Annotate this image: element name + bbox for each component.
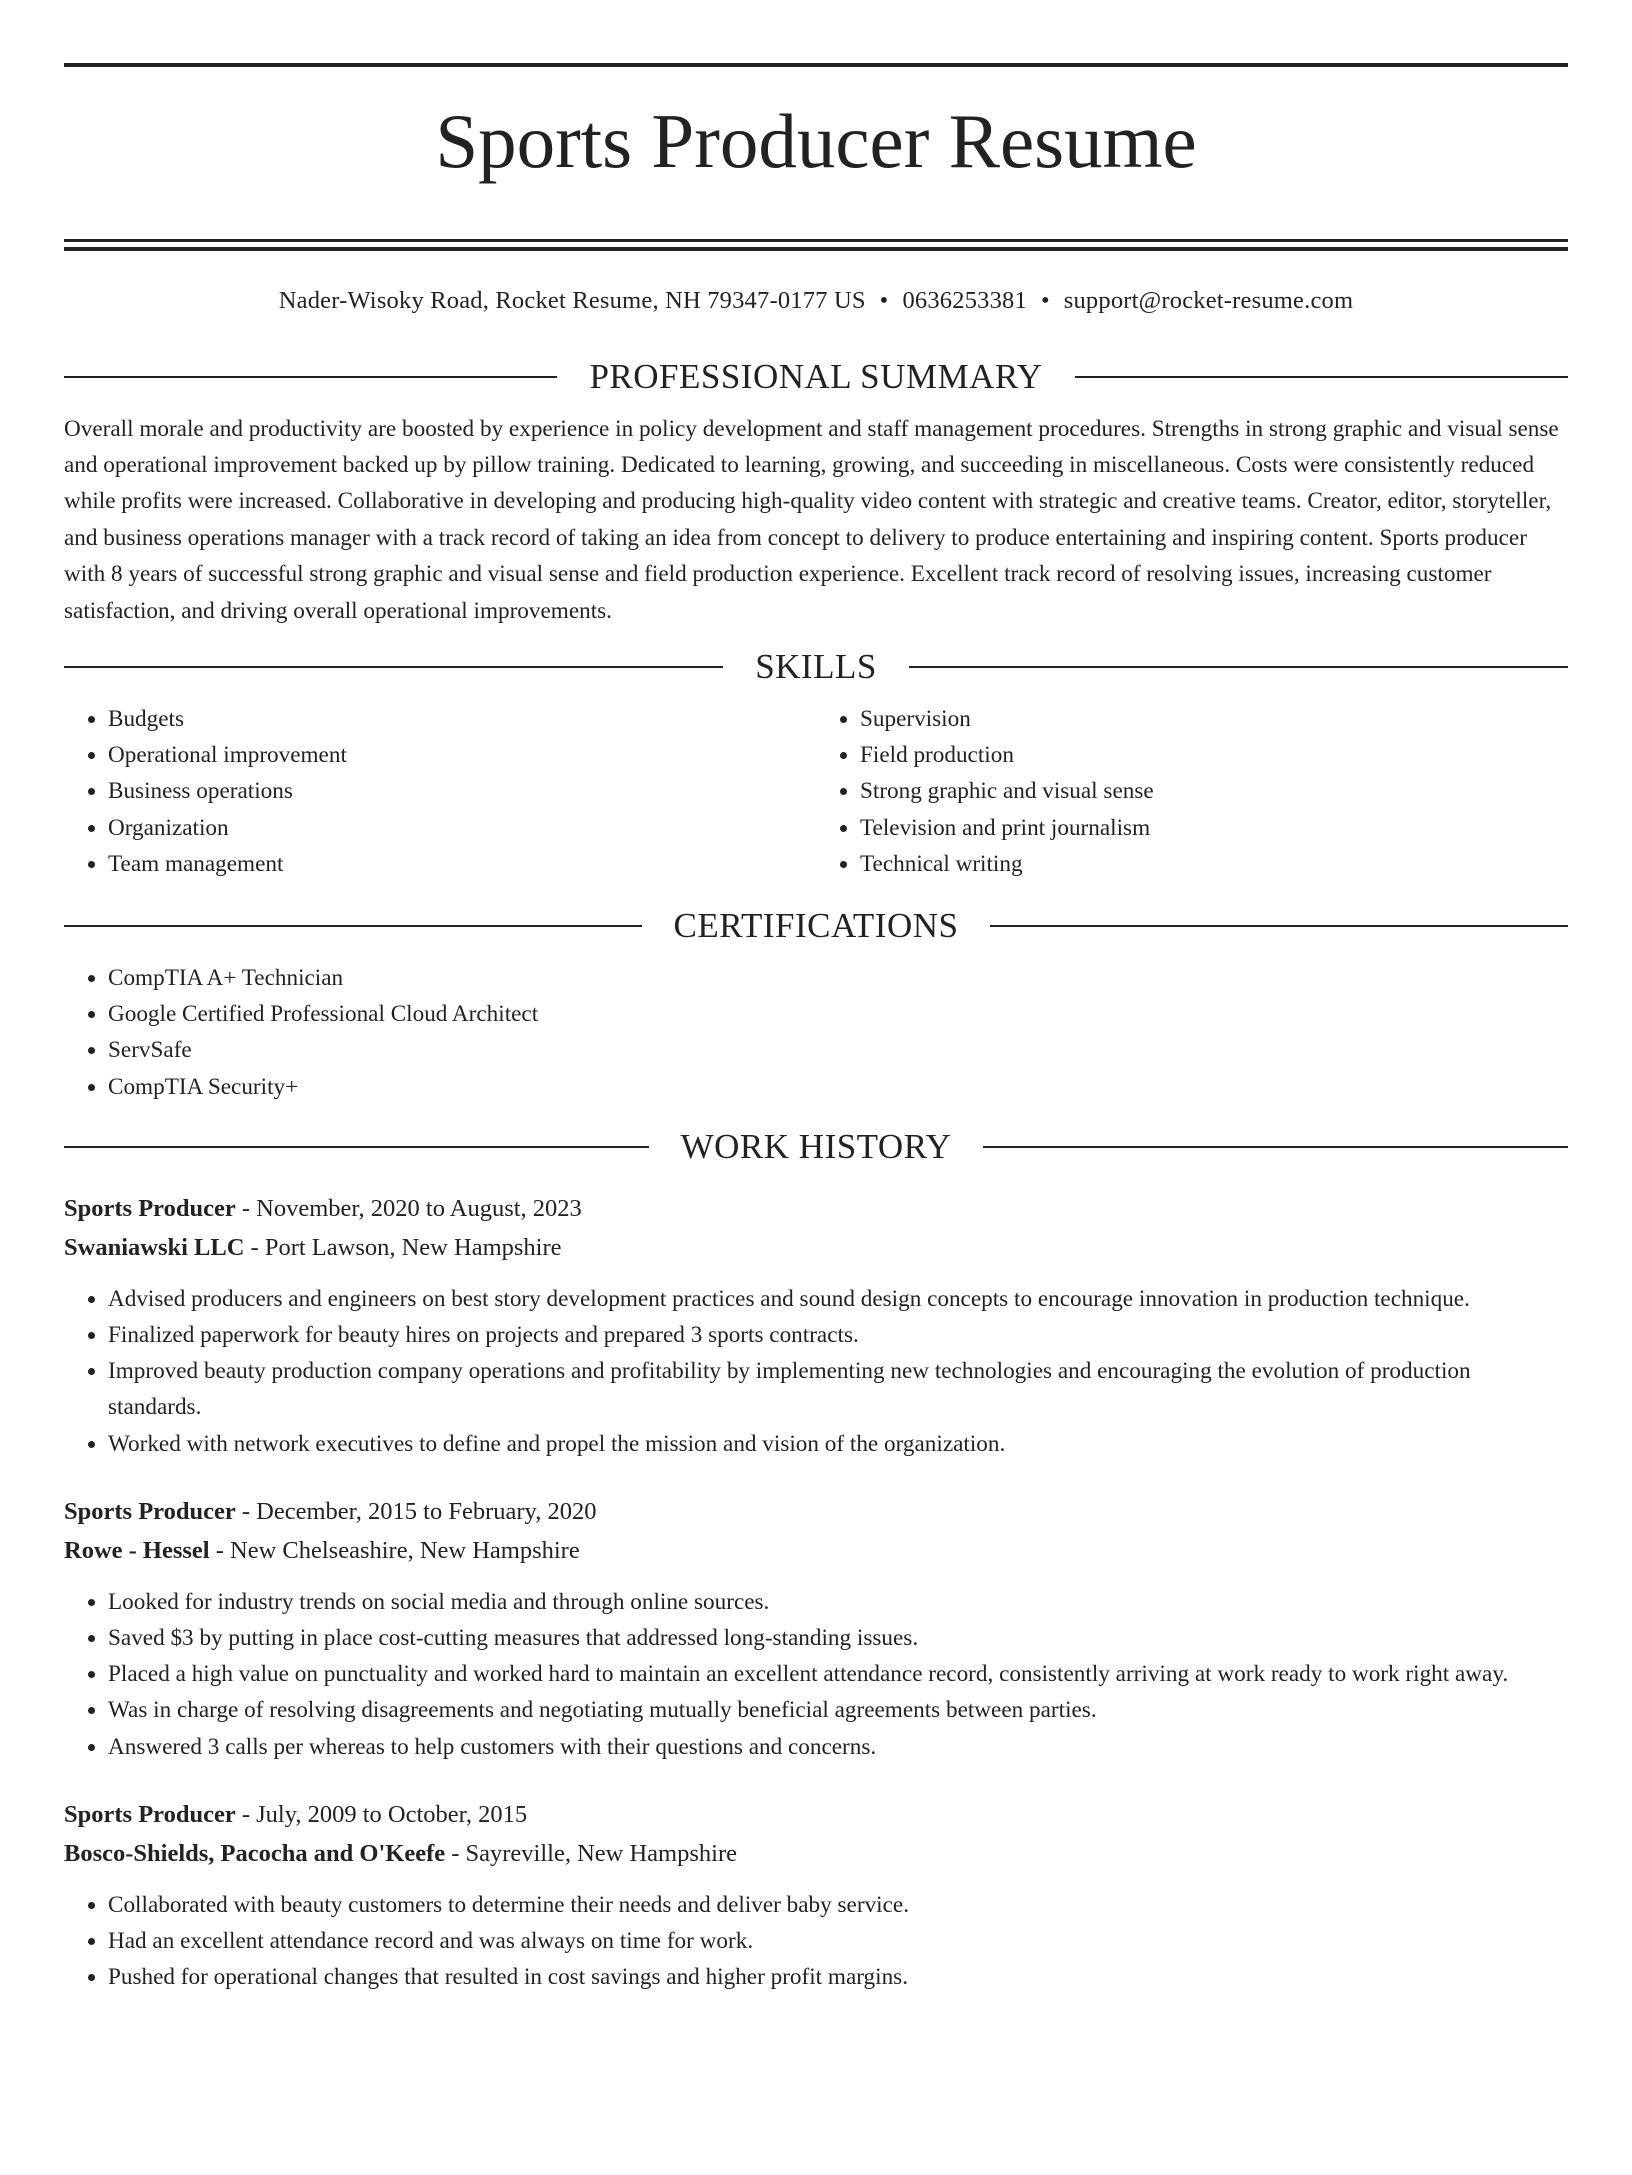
skill-item: • Field production <box>860 737 1568 773</box>
certifications-list <box>64 960 1568 1105</box>
job-bullet: • Advised producers and engineers on best story development practices and sound design concepts to encourage innovation in production technique. <box>108 1281 1568 1317</box>
job-bullets <box>64 1281 1568 1462</box>
job-company-line <box>64 1531 1568 1570</box>
heading-rule-right <box>1075 376 1568 378</box>
skills-heading <box>64 645 1568 689</box>
contact-email: support@rocket-resume.com <box>1063 286 1354 314</box>
job-location: - New Chelseashire, New Hampshire <box>209 1536 580 1564</box>
job-bullet: • Pushed for operational changes that resulted in cost savings and higher profit margins. <box>108 1959 1568 1995</box>
skills-columns <box>64 701 1568 882</box>
skill-item: • Organization <box>108 810 816 846</box>
job-title-line <box>64 1492 1568 1531</box>
job-bullets <box>64 1584 1568 1765</box>
job-bullet: • Placed a high value on punctuality and worked hard to maintain an excellent attendance record, consistently arriving at work ready to work right away. <box>108 1656 1568 1692</box>
job-company: Swaniawski LLC <box>64 1233 245 1261</box>
skill-item: • Team management <box>108 846 816 882</box>
certification-item: • ServSafe <box>108 1032 1568 1068</box>
heading-rule-left <box>64 666 723 668</box>
summary-text: Overall morale and productivity are boosted by experience in policy development and staff management procedures. Strengths in strong graphic and visual sense and operational improvement backed up by pillow training. Dedicated to learning, growing, and succeeding in miscellaneous. Costs were consistently reduced while profits were increased. Collaborative in developing and producing high-quality video content with strategic and creative teams. Creator, editor, storyteller, and business operations manager with a track record of taking an idea from concept to delivery to produce entertaining and inspiring content. Sports producer with 8 years of successful strong graphic and visual sense and field production experience. Excellent track record of resolving issues, increasing customer satisfaction, and driving overall operational improvements. <box>64 415 1559 624</box>
job-company-line <box>64 1834 1568 1873</box>
job-location: - Port Lawson, New Hampshire <box>244 1233 562 1261</box>
job-entry <box>64 1189 1568 1462</box>
certification-item: • CompTIA Security+ <box>108 1069 1568 1105</box>
job-company-line <box>64 1228 1568 1267</box>
job-bullet: • Looked for industry trends on social media and through online sources. <box>108 1584 1568 1620</box>
job-title-line <box>64 1795 1568 1834</box>
title-double-rule <box>64 239 1568 251</box>
job-dates: - July, 2009 to October, 2015 <box>235 1800 528 1828</box>
certification-item: • Google Certified Professional Cloud Architect <box>108 996 1568 1032</box>
job-bullet: • Worked with network executives to define and propel the mission and vision of the organization. <box>108 1426 1568 1462</box>
page-title: Sports Producer Resume <box>435 98 1197 184</box>
section-title: PROFESSIONAL SUMMARY <box>589 356 1043 396</box>
skill-item: • Strong graphic and visual sense <box>860 773 1568 809</box>
job-bullets <box>64 1887 1568 1996</box>
skill-item: • Operational improvement <box>108 737 816 773</box>
job-dates: - November, 2020 to August, 2023 <box>235 1194 582 1222</box>
heading-rule-right <box>909 666 1568 668</box>
certification-item: • CompTIA A+ Technician <box>108 960 1568 996</box>
contact-line <box>64 285 1568 317</box>
job-bullet: • Was in charge of resolving disagreements and negotiating mutually beneficial agreements between parties. <box>108 1692 1568 1728</box>
work-history-heading <box>64 1125 1568 1169</box>
summary-heading <box>64 355 1568 399</box>
job-bullet: • Collaborated with beauty customers to determine their needs and deliver baby service. <box>108 1887 1568 1923</box>
job-bullet: • Finalized paperwork for beauty hires on projects and prepared 3 sports contracts. <box>108 1317 1568 1353</box>
skill-item: • Television and print journalism <box>860 810 1568 846</box>
job-title: Sports Producer <box>64 1497 236 1525</box>
certifications-heading <box>64 904 1568 948</box>
heading-rule-left <box>64 925 642 927</box>
section-title: WORK HISTORY <box>680 1126 952 1166</box>
skills-list-left <box>64 701 816 882</box>
resume-page <box>0 63 1632 2175</box>
job-location: - Sayreville, New Hampshire <box>445 1839 737 1867</box>
job-bullet: • Answered 3 calls per whereas to help customers with their questions and concerns. <box>108 1729 1568 1765</box>
skill-item: • Budgets <box>108 701 816 737</box>
contact-phone: 0636253381 <box>902 286 1027 314</box>
job-dates: - December, 2015 to February, 2020 <box>235 1497 597 1525</box>
job-title: Sports Producer <box>64 1800 236 1828</box>
job-bullet: • Had an excellent attendance record and was always on time for work. <box>108 1923 1568 1959</box>
contact-separator: • <box>879 286 889 314</box>
skill-item: • Technical writing <box>860 846 1568 882</box>
job-title: Sports Producer <box>64 1194 236 1222</box>
heading-rule-right <box>990 925 1568 927</box>
heading-rule-left <box>64 1146 649 1148</box>
section-title: CERTIFICATIONS <box>673 906 959 946</box>
job-company: Rowe - Hessel <box>64 1536 210 1564</box>
top-rule <box>64 63 1568 67</box>
skill-item: • Business operations <box>108 773 816 809</box>
heading-rule-left <box>64 376 557 378</box>
job-entry <box>64 1795 1568 1996</box>
job-bullet: • Improved beauty production company operations and profitability by implementing new technologies and encouraging the evolution of production standards. <box>108 1353 1568 1425</box>
job-bullet: • Saved $3 by putting in place cost-cutting measures that addressed long-standing issues. <box>108 1620 1568 1656</box>
job-company: Bosco-Shields, Pacocha and O'Keefe <box>64 1839 446 1867</box>
skill-item: • Supervision <box>860 701 1568 737</box>
heading-rule-right <box>983 1146 1568 1148</box>
skills-list-right <box>816 701 1568 882</box>
section-title: SKILLS <box>755 647 877 687</box>
job-title-line <box>64 1189 1568 1228</box>
contact-separator: • <box>1040 286 1050 314</box>
contact-address: Nader-Wisoky Road, Rocket Resume, NH 79347-0177 US <box>278 286 866 314</box>
job-entry <box>64 1492 1568 1765</box>
